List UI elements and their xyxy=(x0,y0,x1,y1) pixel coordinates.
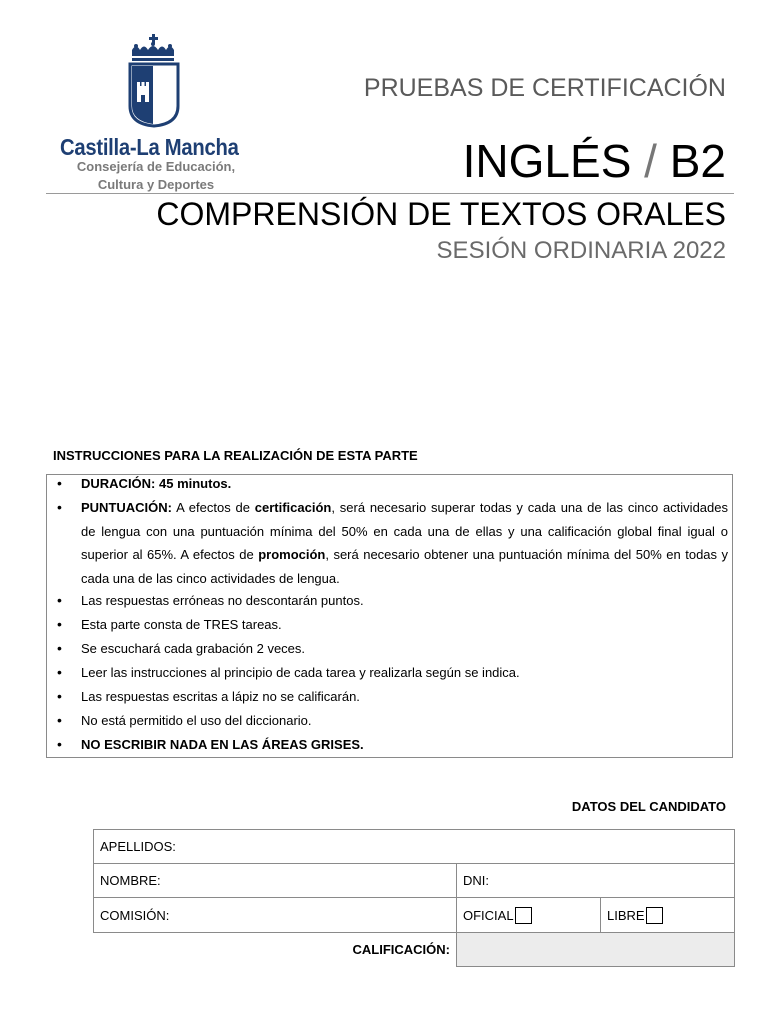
level: B2 xyxy=(669,135,726,187)
instruction-item: • Las respuestas escritas a lápiz no se calificarán. xyxy=(81,685,728,709)
header-divider xyxy=(46,193,734,194)
language-level-title xyxy=(463,134,726,188)
instruction-item: • No está permitido el uso del diccionario. xyxy=(81,709,728,733)
logo-subtitle: Cultura y Deportes xyxy=(97,177,215,192)
candidate-type-cell xyxy=(457,898,735,933)
surname-field[interactable]: APELLIDOS: xyxy=(94,830,735,864)
grade-label: CALIFICACIÓN: xyxy=(352,942,450,958)
candidate-data-table xyxy=(93,829,735,967)
instruction-item: • Las respuestas erróneas no descontarán puntos. xyxy=(81,589,728,613)
grade-field xyxy=(457,933,735,967)
instruction-item: • Se escuchará cada grabación 2 veces. xyxy=(81,637,728,661)
libre-checkbox[interactable] xyxy=(646,907,663,924)
exam-type: PRUEBAS DE CERTIFICACIÓN xyxy=(363,74,726,102)
instruction-item: • Esta parte consta de TRES tareas. xyxy=(81,613,728,637)
exam-part-title: COMPRENSIÓN DE TEXTOS ORALES xyxy=(156,196,726,232)
instructions-box xyxy=(46,474,733,758)
logo-subtitle: Consejería de Educación, xyxy=(76,159,236,174)
instructions-title: INSTRUCCIONES PARA LA REALIZACIÓN DE ESTA PARTE xyxy=(53,448,418,463)
candidate-data-title: DATOS DEL CANDIDATO xyxy=(571,799,726,814)
commission-field[interactable]: COMISIÓN: xyxy=(94,898,457,933)
logo-name: Castilla-La Mancha xyxy=(60,134,239,160)
castilla-la-mancha-crest-icon xyxy=(128,34,180,128)
separator: / xyxy=(644,135,657,187)
language: INGLÉS xyxy=(462,135,632,187)
instruction-item: • NO ESCRIBIR NADA EN LAS ÁREAS GRISES. xyxy=(81,733,728,757)
instruction-item: • Leer las instrucciones al principio de cada tarea y realizarla según se indica. xyxy=(81,661,728,685)
instruction-item: • DURACIÓN: 45 minutos. xyxy=(81,472,728,496)
oficial-checkbox[interactable] xyxy=(515,907,532,924)
instruction-item: • PUNTUACIÓN: A efectos de certificación, será necesario superar todas y cada una de las cinco actividades de lengua con una puntuación mínima del 50% en cada una de ellas y una calificación global final igual o superior al 65%. A efectos de promoción, será necesario obtener una puntuación mínima del 50% en todas y cada una de las cinco actividades de lengua. xyxy=(81,496,728,590)
oficial-option[interactable]: OFICIAL xyxy=(457,898,601,932)
dni-field[interactable]: DNI: xyxy=(457,864,735,898)
name-field[interactable]: NOMBRE: xyxy=(94,864,457,898)
libre-option[interactable]: LIBRE xyxy=(601,898,663,932)
session-title: SESIÓN ORDINARIA 2022 xyxy=(436,237,726,264)
